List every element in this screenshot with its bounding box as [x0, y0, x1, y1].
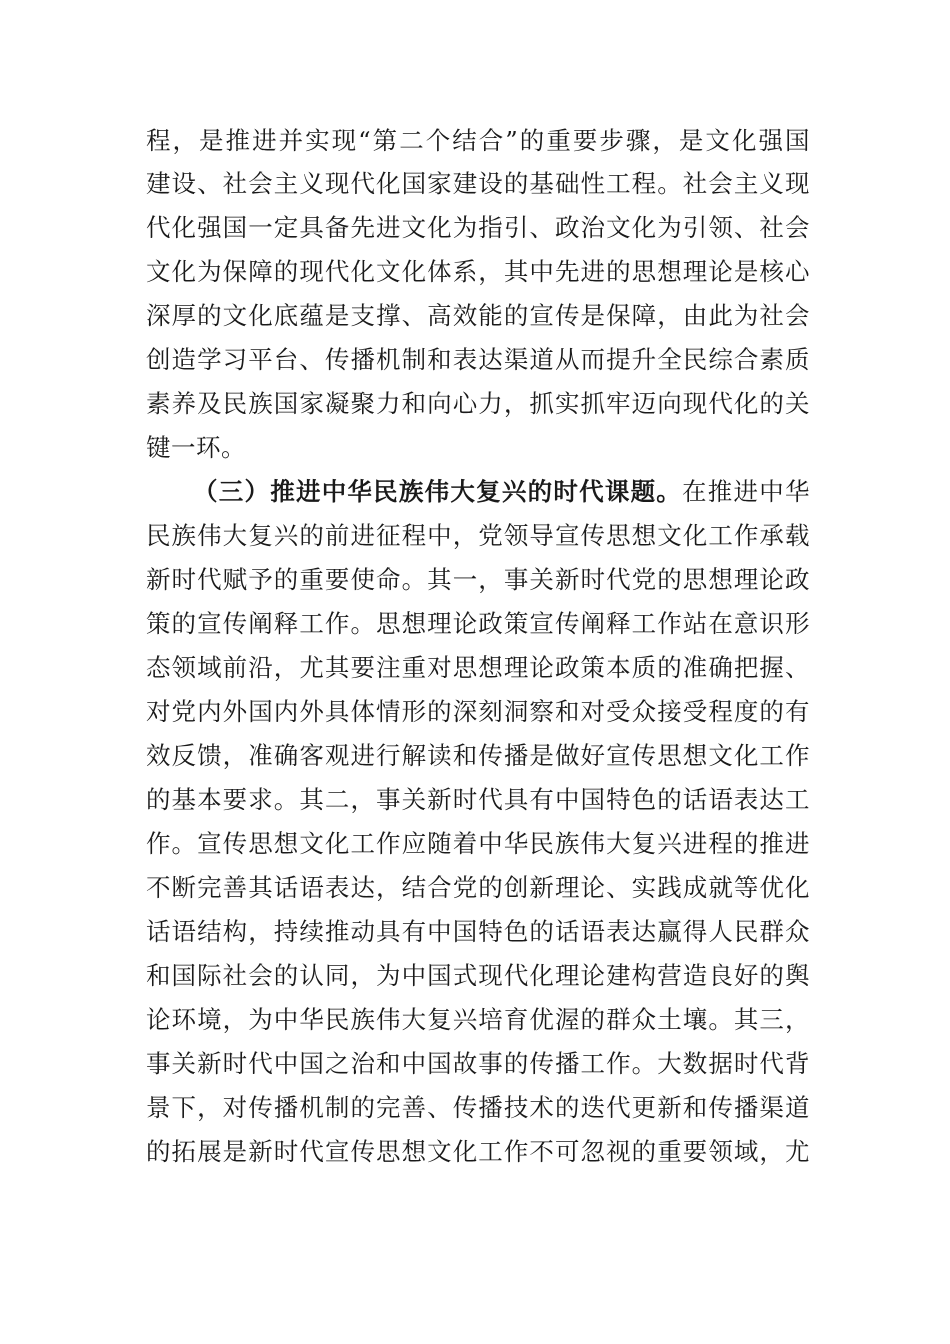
text-line: 效反馈，准确客观进行解读和传播是做好宣传思想文化工作	[146, 741, 810, 770]
text-line: 不断完善其话语表达，结合党的创新理论、实践成就等优化	[146, 873, 810, 902]
text-line: 景下，对传播机制的完善、传播技术的迭代更新和传播渠道	[146, 1093, 810, 1122]
text-line: 的拓展是新时代宣传思想文化工作不可忽视的重要领域，尤	[146, 1137, 810, 1166]
text-line: 的基本要求。其二，事关新时代具有中国特色的话语表达工	[146, 785, 810, 814]
text-line: 话语结构，持续推动具有中国特色的话语表达赢得人民群众	[146, 917, 810, 946]
text-line: 论环境，为中华民族伟大复兴培育优渥的群众土壤。其三，	[146, 1005, 810, 1034]
section-heading: （三）推进中华民族伟大复兴的时代课题。	[193, 477, 683, 506]
text-line: 程，是推进并实现“第二个结合”的重要步骤，是文化强国	[146, 126, 810, 155]
text-line: 代化强国一定具备先进文化为指引、政治文化为引领、社会	[146, 213, 810, 242]
text-line: 对党内外国内外具体情形的深刻洞察和对受众接受程度的有	[146, 697, 810, 726]
text-line: 事关新时代中国之治和中国故事的传播工作。大数据时代背	[146, 1049, 810, 1078]
text-line: 新时代赋予的重要使命。其一，事关新时代党的思想理论政	[146, 565, 810, 594]
text-line: 态领域前沿，尤其要注重对思想理论政策本质的准确把握、	[146, 653, 810, 682]
text-line: 键一环。	[146, 433, 246, 462]
text-line: 素养及民族国家凝聚力和向心力，抓实抓牢迈向现代化的关	[146, 389, 810, 418]
text-line: 和国际社会的认同，为中国式现代化理论建构营造良好的舆	[146, 961, 810, 990]
text-line: 创造学习平台、传播机制和表达渠道从而提升全民综合素质	[146, 345, 810, 374]
text-line: 策的宣传阐释工作。思想理论政策宣传阐释工作站在意识形	[146, 609, 810, 638]
section-heading-line	[193, 477, 810, 507]
text-line: 文化为保障的现代化文化体系，其中先进的思想理论是核心	[146, 257, 810, 286]
text-line: 深厚的文化底蕴是支撑、高效能的宣传是保障，由此为社会	[146, 301, 810, 330]
paragraph-start-text: 在推进中华	[682, 477, 811, 506]
text-line: 建设、社会主义现代化国家建设的基础性工程。社会主义现	[146, 169, 810, 198]
text-line: 民族伟大复兴的前进征程中，党领导宣传思想文化工作承载	[146, 521, 810, 550]
text-line: 作。宣传思想文化工作应随着中华民族伟大复兴进程的推进	[146, 829, 810, 858]
